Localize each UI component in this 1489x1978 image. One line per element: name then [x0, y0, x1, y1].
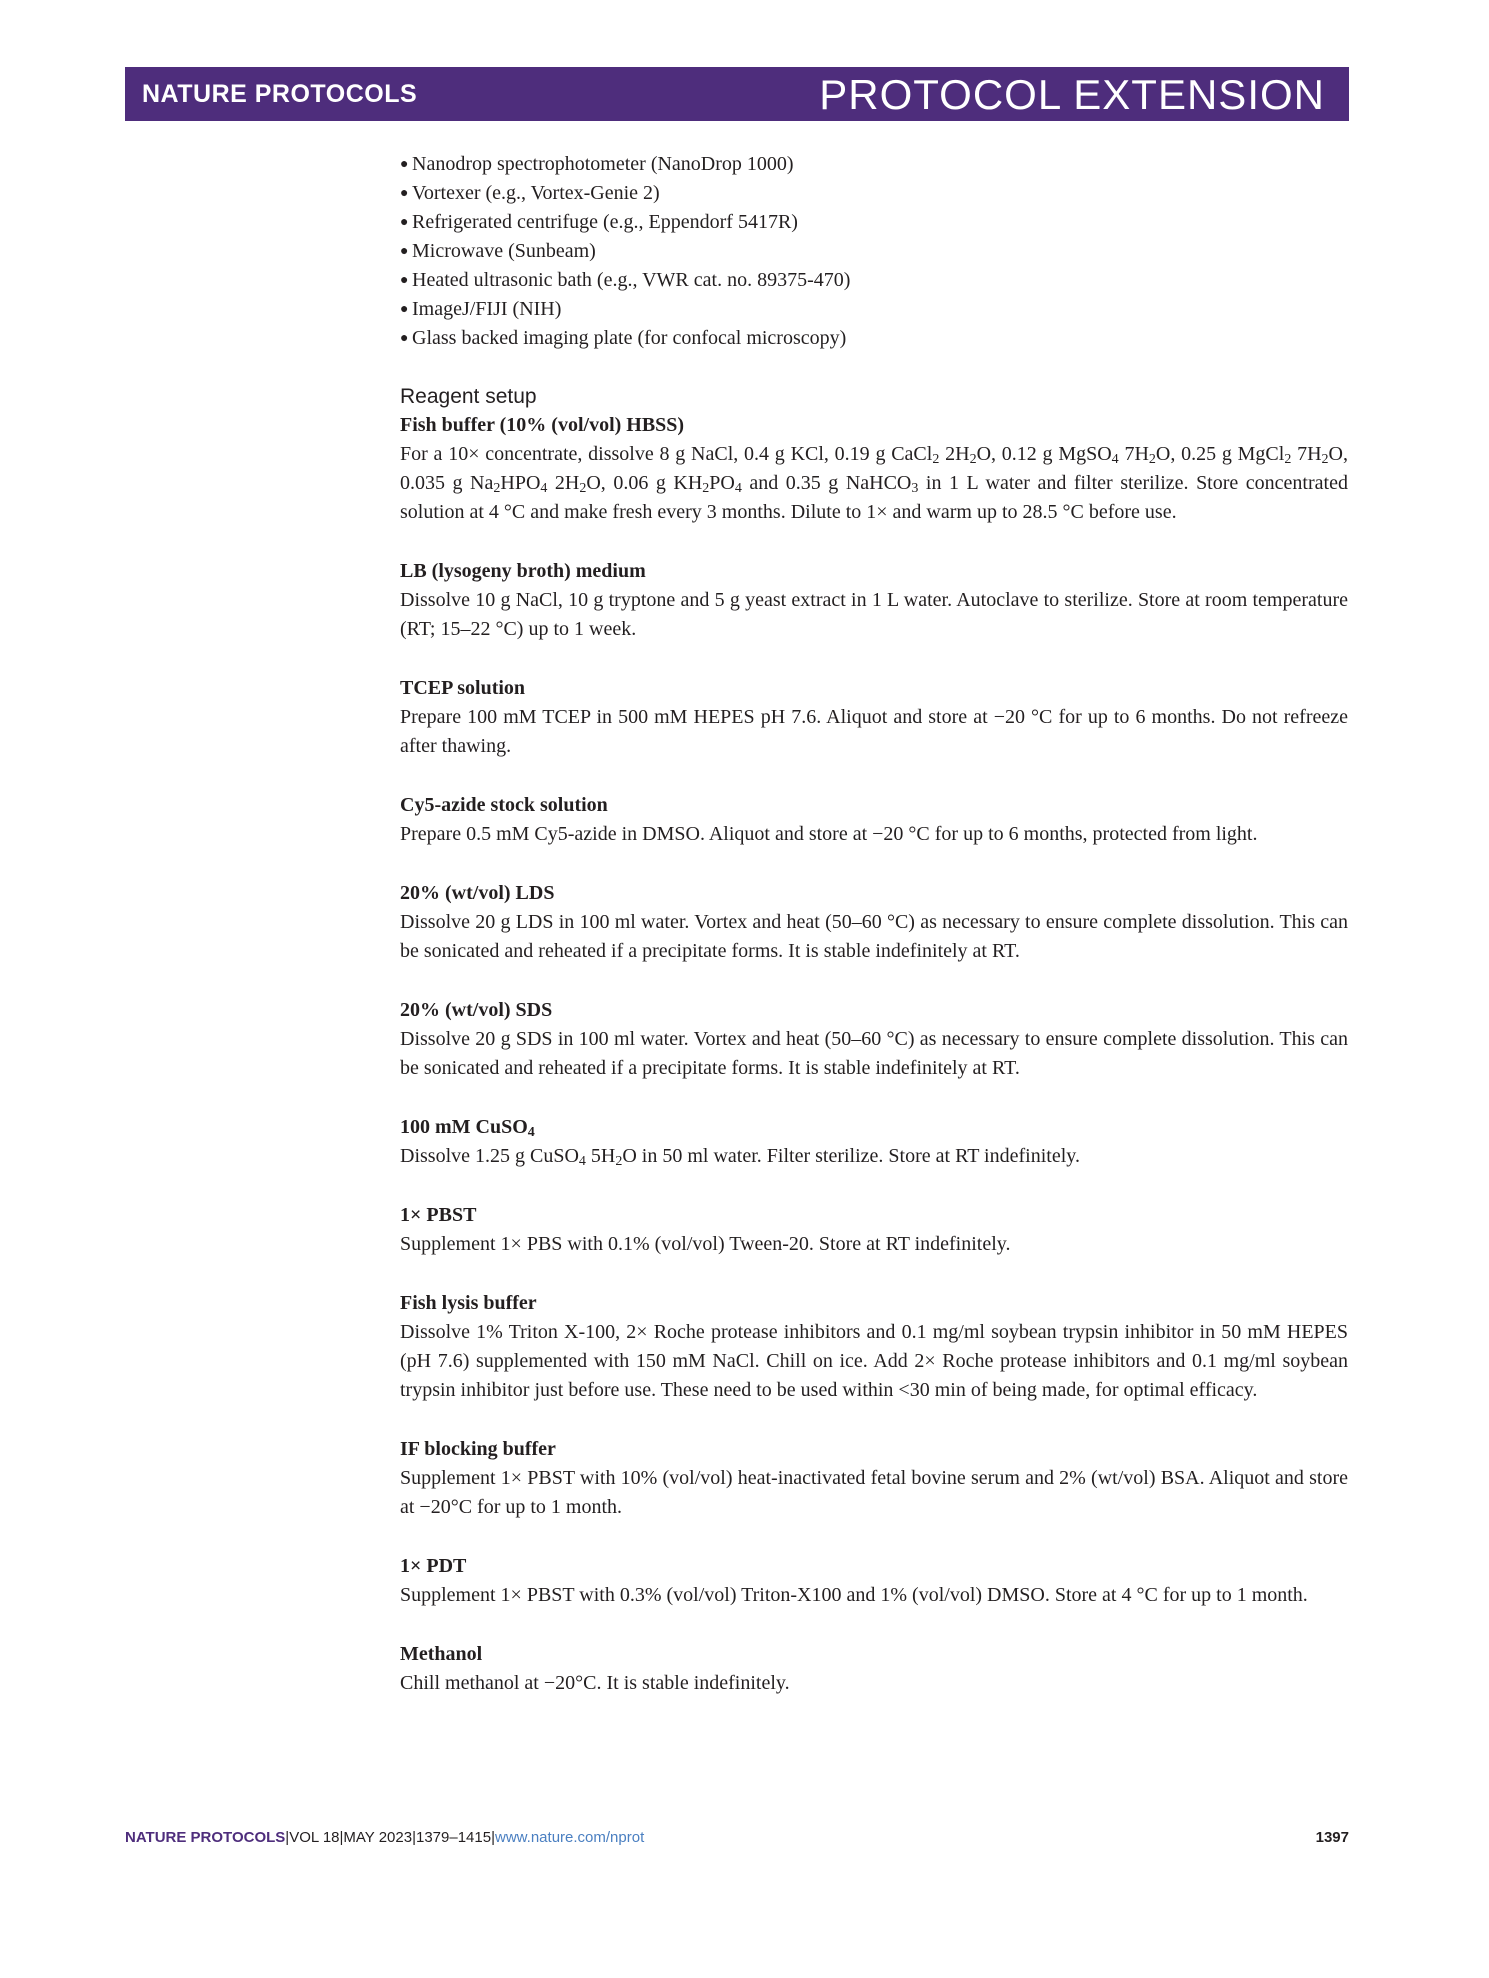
- reagent-sds: [400, 996, 1348, 1083]
- reagent-tcep: [400, 674, 1348, 761]
- reagent-title: Fish lysis buffer: [400, 1292, 537, 1314]
- reagent-cy5-azide: [400, 791, 1348, 849]
- list-item: ● Glass backed imaging plate (for confocal microscopy): [400, 324, 1348, 353]
- reagent-body: Dissolve 10 g NaCl, 10 g tryptone and 5 g yeast extract in 1 L water. Autoclave to sterilize. Store at room temperature (RT; 15–22 °C) up to 1 week.: [400, 589, 1348, 640]
- footer-url-link[interactable]: www.nature.com/nprot: [495, 1829, 645, 1846]
- reagent-title: Methanol: [400, 1643, 483, 1665]
- reagent-title: 100 mM CuSO$_4$: [400, 1116, 535, 1140]
- journal-name: NATURE PROTOCOLS: [142, 80, 418, 108]
- reagent-title: 1× PDT: [400, 1555, 467, 1577]
- footer-volume: VOL 18: [289, 1829, 340, 1846]
- section-heading-reagent-setup: Reagent setup: [400, 385, 537, 408]
- header-bar: [125, 67, 1349, 121]
- reagent-body: For a 10× concentrate, dissolve 8 g NaCl, 0.4 g KCl, 0.19 g CaCl$_2$ $2H_2O$, 0.12 g MgSO$_4$ $7H_2O$, 0.25 g MgCl$_2$ $7H_2O$, 0.035 g $Na_2HPO_4$ $2H_2O$, 0.06 g $KH_2PO_4$ and 0.35 g NaHCO$_3$ in 1 L water and filter sterilize. Store concentrated solution at 4 °C and make fresh every 3 months. Dilute to 1× and warm up to 28.5 °C before use.: [400, 443, 1348, 523]
- reagent-title: IF blocking buffer: [400, 1438, 556, 1460]
- reagent-pbst: [400, 1201, 1348, 1259]
- reagent-body: Chill methanol at −20°C. It is stable indefinitely.: [400, 1672, 790, 1694]
- reagent-fish-buffer: [400, 411, 1348, 527]
- reagent-body: Dissolve 20 g LDS in 100 ml water. Vortex and heat (50–60 °C) as necessary to ensure complete dissolution. This can be sonicated and reheated if a precipitate forms. It is stable indefinitely at RT.: [400, 911, 1348, 962]
- article-type: PROTOCOL EXTENSION: [819, 71, 1325, 118]
- reagent-if-blocking-buffer: [400, 1435, 1348, 1522]
- reagent-body: Prepare 0.5 mM Cy5-azide in DMSO. Aliquot and store at −20 °C for up to 6 months, protected from light.: [400, 823, 1258, 845]
- page-footer: NATURE PROTOCOLS|VOL 18|MAY 2023|1379–1415|www.nature.com/nprot 1397: [125, 1829, 1349, 1846]
- footer-pages: 1379–1415: [416, 1829, 492, 1846]
- footer-journal: NATURE PROTOCOLS: [125, 1829, 286, 1846]
- bullet-icon: ●: [400, 273, 409, 288]
- bullet-icon: ●: [400, 186, 409, 201]
- bullet-icon: ●: [400, 244, 409, 259]
- list-item: ● Refrigerated centrifuge (e.g., Eppendorf 5417R): [400, 208, 1348, 237]
- reagent-body: Supplement 1× PBST with 10% (vol/vol) heat-inactivated fetal bovine serum and 2% (wt/vol) BSA. Aliquot and store at −20°C for up to 1 month.: [400, 1467, 1348, 1518]
- reagent-pdt: [400, 1552, 1348, 1610]
- bullet-icon: ●: [400, 302, 409, 317]
- reagent-body: Supplement 1× PBST with 0.3% (vol/vol) Triton-X100 and 1% (vol/vol) DMSO. Store at 4 °C for up to 1 month.: [400, 1584, 1308, 1606]
- equipment-list: [400, 150, 1348, 353]
- bullet-icon: ●: [400, 215, 409, 230]
- reagent-lds: [400, 879, 1348, 966]
- bullet-icon: ●: [400, 331, 409, 346]
- reagent-cuso4: [400, 1113, 1348, 1171]
- reagent-lb-medium: [400, 557, 1348, 644]
- reagent-body: Supplement 1× PBS with 0.1% (vol/vol) Tween-20. Store at RT indefinitely.: [400, 1233, 1011, 1255]
- reagent-body: Dissolve 1.25 g CuSO$_4$ $5H_2O$ in 50 ml water. Filter sterilize. Store at RT indefinitely.: [400, 1145, 1080, 1169]
- reagent-methanol: [400, 1640, 1348, 1698]
- reagent-title: 20% (wt/vol) SDS: [400, 999, 553, 1021]
- reagent-title: TCEP solution: [400, 677, 526, 699]
- list-item: ● Vortexer (e.g., Vortex-Genie 2): [400, 179, 1348, 208]
- list-item: ● Nanodrop spectrophotometer (NanoDrop 1000): [400, 150, 1348, 179]
- reagent-title: Cy5-azide stock solution: [400, 794, 608, 816]
- reagent-fish-lysis-buffer: [400, 1289, 1348, 1405]
- reagent-body: Prepare 100 mM TCEP in 500 mM HEPES pH 7.6. Aliquot and store at −20 °C for up to 6 months. Do not refreeze after thawing.: [400, 706, 1348, 757]
- reagent-title: 20% (wt/vol) LDS: [400, 882, 555, 904]
- list-item: ● Heated ultrasonic bath (e.g., VWR cat. no. 89375-470): [400, 266, 1348, 295]
- reagent-body: Dissolve 20 g SDS in 100 ml water. Vortex and heat (50–60 °C) as necessary to ensure complete dissolution. This can be sonicated and reheated if a precipitate forms. It is stable indefinitely at RT.: [400, 1028, 1348, 1079]
- main-content: [400, 150, 1348, 1698]
- list-item: ● Microwave (Sunbeam): [400, 237, 1348, 266]
- reagent-title: LB (lysogeny broth) medium: [400, 560, 646, 582]
- reagent-body: Dissolve 1% Triton X-100, 2× Roche protease inhibitors and 0.1 mg/ml soybean trypsin inhibitor in 50 mM HEPES (pH 7.6) supplemented with 150 mM NaCl. Chill on ice. Add 2× Roche protease inhibitors and 0.1 mg/ml soybean trypsin inhibitor just before use. These need to be used within <30 min of being made, for optimal efficacy.: [400, 1321, 1348, 1401]
- footer-date: MAY 2023: [343, 1829, 413, 1846]
- reagent-title: Fish buffer (10% (vol/vol) HBSS): [400, 414, 685, 436]
- reagent-title: 1× PBST: [400, 1204, 477, 1226]
- list-item: ● ImageJ/FIJI (NIH): [400, 295, 1348, 324]
- bullet-icon: ●: [400, 157, 409, 172]
- page-number: 1397: [1315, 1829, 1349, 1846]
